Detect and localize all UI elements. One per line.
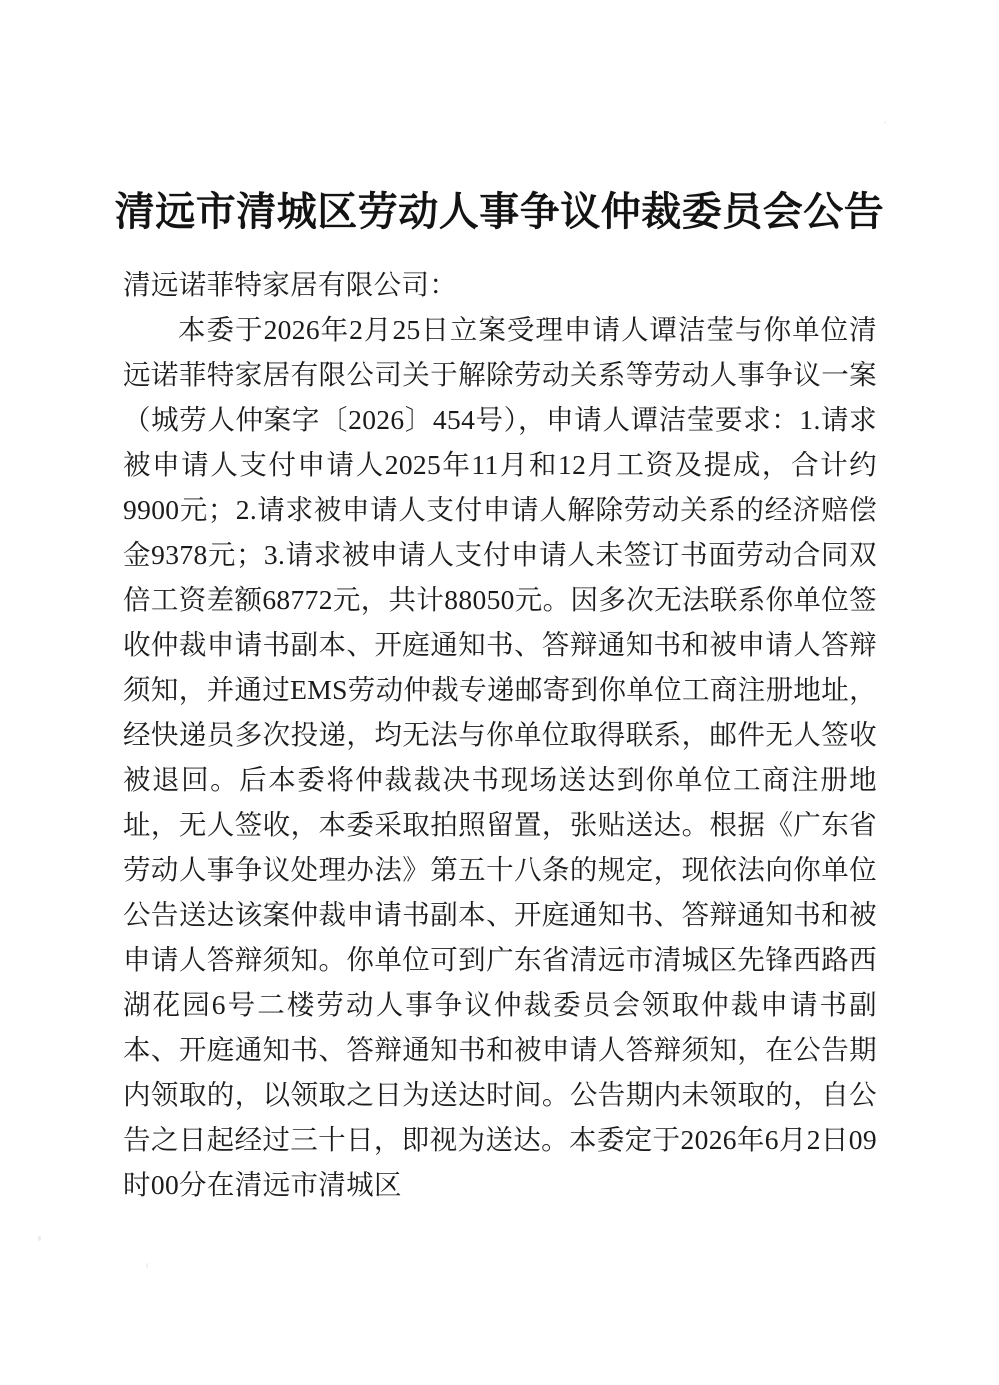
- document-body: [123, 262, 877, 1207]
- scan-artifact-speckle: [38, 1236, 41, 1241]
- notice-body-paragraph: 本委于2026年2月25日立案受理申请人谭洁莹与你单位清远诺菲特家居有限公司关于解除劳动关系等劳动人事争议一案（城劳人仲案字〔2026〕454号），申请人谭洁莹要求：1.请求被申请人支付申请人2025年11月和12月工资及提成，合计约9900元；2.请求被申请人支付申请人解除劳动关系的经济赔偿金9378元；3.请求被申请人支付申请人未签订书面劳动合同双倍工资差额68772元，共计88050元。因多次无法联系你单位签收仲裁申请书副本、开庭通知书、答辩通知书和被申请人答辩须知，并通过EMS劳动仲裁专递邮寄到你单位工商注册地址，经快递员多次投递，均无法与你单位取得联系，邮件无人签收被退回。后本委将仲裁裁决书现场送达到你单位工商注册地址，无人签收，本委采取拍照留置，张贴送达。根据《广东省劳动人事争议处理办法》第五十八条的规定，现依法向你单位公告送达该案仲裁申请书副本、开庭通知书、答辩通知书和被申请人答辩须知。你单位可到广东省清远市清城区先锋西路西湖花园6号二楼劳动人事争议仲裁委员会领取仲裁申请书副本、开庭通知书、答辩通知书和被申请人答辩须知，在公告期内领取的，以领取之日为送达时间。公告期内未领取的，自公告之日起经过三十日，即视为送达。本委定于2026年6月2日09时00分在清远市清城区: [123, 314, 877, 1200]
- page-title: 清远市清城区劳动人事争议仲裁委员会公告: [114, 189, 885, 234]
- addressee-line: 清远诺菲特家居有限公司：: [123, 269, 458, 300]
- scan-artifact-speckle: [146, 1263, 148, 1268]
- scan-artifact-speckle: [884, 121, 886, 124]
